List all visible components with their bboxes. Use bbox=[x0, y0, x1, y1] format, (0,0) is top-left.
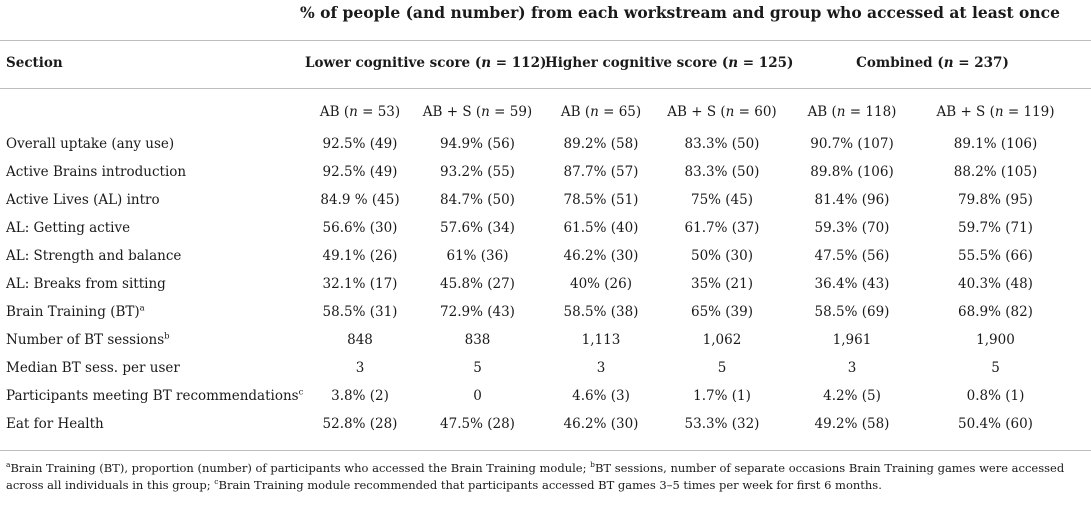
row-label: Eat for Health bbox=[6, 416, 104, 432]
table-cell: 40.3% (48) bbox=[958, 276, 1033, 292]
row-label: Participants meeting BT recommendations$^c$ bbox=[6, 387, 304, 404]
row-label: AL: Breaks from sitting bbox=[6, 276, 166, 292]
subgroup-header: AB + S (n = 60) bbox=[667, 104, 777, 120]
row-label: Number of BT sessions$^b$ bbox=[6, 331, 170, 348]
table-cell: 35% (21) bbox=[690, 276, 753, 292]
row-label: Active Brains introduction bbox=[6, 164, 187, 180]
table-cell: 5 bbox=[473, 360, 482, 376]
table-cell: 89.1% (106) bbox=[953, 136, 1038, 152]
table-cell: 59.7% (71) bbox=[958, 220, 1033, 236]
table-cell: 848 bbox=[347, 332, 373, 348]
row-label: Brain Training (BT)$^a$ bbox=[6, 303, 145, 320]
table-cell: 55.5% (66) bbox=[958, 248, 1033, 264]
table-cell: 838 bbox=[464, 332, 491, 348]
table-row bbox=[0, 130, 1091, 158]
bottom-rule bbox=[0, 450, 1091, 451]
table-cell: 68.9% (82) bbox=[958, 304, 1033, 320]
table-cell: 3 bbox=[847, 360, 857, 376]
table-cell: 61.5% (40) bbox=[563, 220, 639, 236]
row-label: Active Lives (AL) intro bbox=[6, 192, 160, 208]
table-cell: 0.8% (1) bbox=[966, 388, 1025, 404]
table-cell: 45.8% (27) bbox=[440, 276, 515, 292]
table-cell: 50.4% (60) bbox=[958, 416, 1033, 432]
table-cell: 58.5% (38) bbox=[563, 304, 639, 320]
group-header-lower: Lower cognitive score (n = 112) bbox=[305, 55, 547, 71]
table-cell: 50% (30) bbox=[690, 248, 753, 264]
group-header-higher: Higher cognitive score (n = 125) bbox=[545, 55, 794, 71]
table-row bbox=[0, 158, 1091, 186]
subgroup-header: AB (n = 53) bbox=[319, 104, 401, 120]
table-row bbox=[0, 354, 1091, 382]
table-cell: 0 bbox=[473, 388, 482, 404]
table-cell: 40% (26) bbox=[569, 276, 632, 292]
table-cell: 90.7% (107) bbox=[810, 136, 894, 152]
table-row bbox=[0, 242, 1091, 270]
table-cell: 3 bbox=[596, 360, 606, 376]
subgroup-header: AB (n = 65) bbox=[560, 104, 642, 120]
table-cell: 47.5% (56) bbox=[814, 248, 890, 264]
table-cell: 83.3% (50) bbox=[684, 136, 760, 152]
table-row bbox=[0, 214, 1091, 242]
table-cell: 84.9 % (45) bbox=[320, 192, 400, 208]
table-cell: 46.2% (30) bbox=[563, 416, 639, 432]
table-caption: % of people (and number) from each workstream and group who accessed at least once bbox=[300, 3, 1060, 22]
table-cell: 5 bbox=[717, 360, 727, 376]
table-row bbox=[0, 410, 1091, 438]
table-cell: 81.4% (96) bbox=[814, 192, 890, 208]
row-label: AL: Getting active bbox=[6, 220, 131, 236]
table-cell: 5 bbox=[991, 360, 1000, 376]
table-cell: 1,961 bbox=[832, 332, 872, 348]
table-cell: 3 bbox=[355, 360, 365, 376]
table-cell: 61.7% (37) bbox=[684, 220, 760, 236]
row-label: Overall uptake (any use) bbox=[6, 136, 175, 152]
table-row bbox=[0, 326, 1091, 354]
table-cell: 4.2% (5) bbox=[823, 388, 881, 404]
table-row bbox=[0, 382, 1091, 410]
table-cell: 49.2% (58) bbox=[814, 416, 890, 432]
table-cell: 59.3% (70) bbox=[814, 220, 890, 236]
table-cell: 58.5% (69) bbox=[814, 304, 890, 320]
table-cell: 46.2% (30) bbox=[563, 248, 639, 264]
table-cell: 72.9% (43) bbox=[440, 304, 515, 320]
table-cell: 1,900 bbox=[976, 332, 1015, 348]
table-cell: 94.9% (56) bbox=[440, 136, 515, 152]
table-cell: 36.4% (43) bbox=[814, 276, 890, 292]
table-cell: 1,113 bbox=[581, 332, 621, 348]
table-cell: 4.6% (3) bbox=[572, 388, 630, 404]
table-footnote: $^a$Brain Training (BT), proportion (number) of participants who accessed the Brain Training module; $^b$BT sessions, number of separate occasions Brain Training games were accessed across all individuals in this group; $^c$Brain Training module recommended that participants accessed BT games 3–5 times per week for first 6 months. bbox=[6, 460, 1065, 492]
table-cell: 89.2% (58) bbox=[563, 136, 639, 152]
table-cell: 47.5% (28) bbox=[440, 416, 515, 432]
table-cell: 89.8% (106) bbox=[810, 164, 894, 180]
row-label: AL: Strength and balance bbox=[6, 248, 182, 264]
table-cell: 1.7% (1) bbox=[693, 388, 751, 404]
table-cell: 53.3% (32) bbox=[684, 416, 760, 432]
table-cell: 32.1% (17) bbox=[322, 276, 398, 292]
group-header-combined: Combined (n = 237) bbox=[856, 55, 1009, 71]
table-cell: 65% (39) bbox=[690, 304, 753, 320]
table-cell: 52.8% (28) bbox=[322, 416, 398, 432]
subgroup-header: AB + S (n = 119) bbox=[936, 104, 1055, 120]
table-cell: 83.3% (50) bbox=[684, 164, 760, 180]
table-cell: 57.6% (34) bbox=[440, 220, 515, 236]
table-cell: 88.2% (105) bbox=[953, 164, 1038, 180]
table-row bbox=[0, 186, 1091, 214]
section-column-header: Section bbox=[6, 55, 63, 71]
table-cell: 87.7% (57) bbox=[563, 164, 639, 180]
header-rule bbox=[0, 88, 1091, 89]
top-rule bbox=[0, 40, 1091, 41]
subgroup-header: AB (n = 118) bbox=[807, 104, 897, 120]
row-label: Median BT sess. per user bbox=[6, 360, 180, 376]
table-cell: 61% (36) bbox=[446, 248, 509, 264]
table-cell: 1,062 bbox=[702, 332, 742, 348]
table-cell: 49.1% (26) bbox=[322, 248, 398, 264]
subgroup-header: AB + S (n = 59) bbox=[422, 104, 533, 120]
table-cell: 78.5% (51) bbox=[563, 192, 639, 208]
table-row bbox=[0, 270, 1091, 298]
table-cell: 79.8% (95) bbox=[958, 192, 1033, 208]
table-cell: 92.5% (49) bbox=[322, 164, 398, 180]
table-cell: 56.6% (30) bbox=[322, 220, 398, 236]
table-row bbox=[0, 298, 1091, 326]
table-cell: 93.2% (55) bbox=[440, 164, 515, 180]
table-cell: 58.5% (31) bbox=[322, 304, 398, 320]
table-cell: 84.7% (50) bbox=[440, 192, 515, 208]
table-cell: 75% (45) bbox=[690, 192, 753, 208]
table-cell: 3.8% (2) bbox=[331, 388, 389, 404]
table-cell: 92.5% (49) bbox=[322, 136, 398, 152]
